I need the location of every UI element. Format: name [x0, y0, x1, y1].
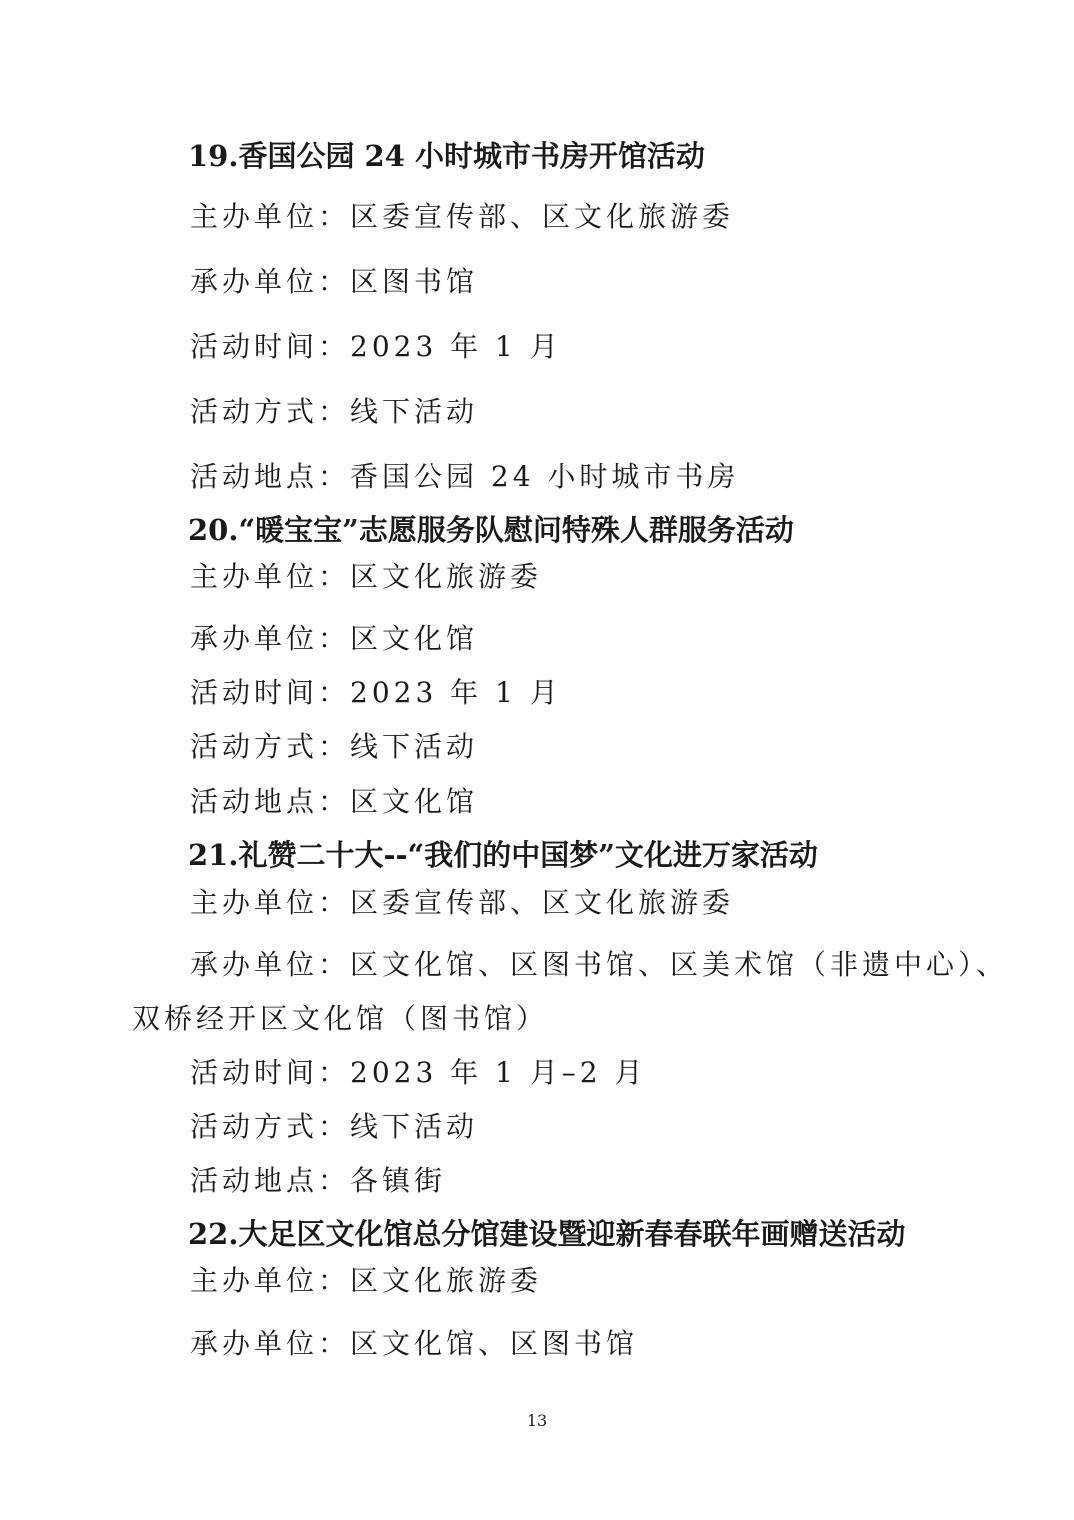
section-19-method: 活动方式：线下活动 — [190, 395, 479, 428]
section-22-undertaker: 承办单位：区文化馆、区图书馆 — [190, 1327, 639, 1360]
section-19-organizer: 主办单位：区委宣传部、区文化旅游委 — [190, 200, 735, 233]
section-20-time: 活动时间：2023 年 1 月 — [190, 676, 562, 709]
section-21-undertaker: 承办单位：区文化馆、区图书馆、区美术馆（非遗中心）、 — [190, 948, 1009, 981]
section-21-organizer: 主办单位：区委宣传部、区文化旅游委 — [190, 886, 735, 919]
section-20-heading: 20.“暖宝宝”志愿服务队慰问特殊人群服务活动 — [188, 513, 794, 547]
section-21-undertaker-continued: 双桥经开区文化馆（图书馆） — [132, 1002, 549, 1035]
section-21-time: 活动时间：2023 年 1 月–2 月 — [190, 1056, 647, 1089]
section-21-method: 活动方式：线下活动 — [190, 1110, 479, 1143]
section-21-location: 活动地点：各镇街 — [190, 1164, 447, 1197]
section-22-organizer: 主办单位：区文化旅游委 — [190, 1264, 543, 1297]
section-19-heading: 19.香国公园 24 小时城市书房开馆活动 — [188, 139, 706, 173]
section-20-undertaker: 承办单位：区文化馆 — [190, 622, 479, 655]
section-22-heading: 22.大足区文化馆总分馆建设暨迎新春春联年画赠送活动 — [188, 1217, 906, 1251]
section-20-method: 活动方式：线下活动 — [190, 730, 479, 763]
section-19-time: 活动时间：2023 年 1 月 — [190, 330, 562, 363]
section-21-heading: 21.礼赞二十大--“我们的中国梦”文化进万家活动 — [188, 838, 818, 872]
section-20-location: 活动地点：区文化馆 — [190, 785, 479, 818]
section-19-location: 活动地点：香国公园 24 小时城市书房 — [190, 460, 740, 493]
page-number: 13 — [526, 1411, 548, 1430]
section-19-undertaker: 承办单位：区图书馆 — [190, 265, 479, 298]
section-20-organizer: 主办单位：区文化旅游委 — [190, 560, 543, 593]
